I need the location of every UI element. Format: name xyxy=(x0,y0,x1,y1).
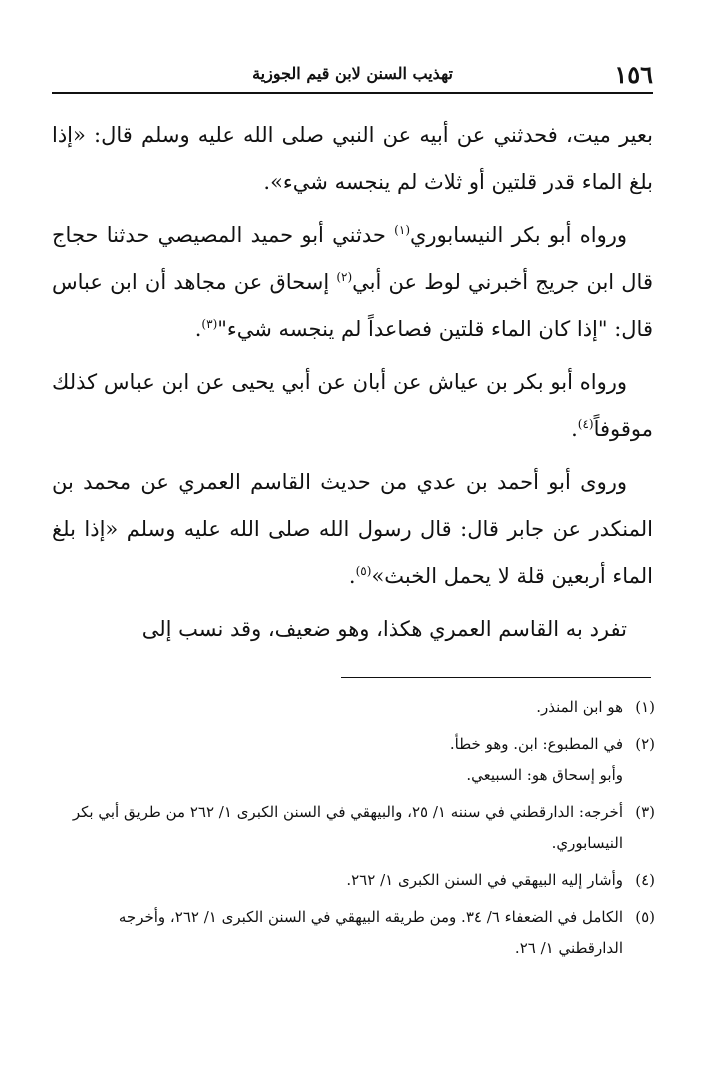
footnote-5 xyxy=(50,902,655,964)
footnote-text: الكامل في الضعفاء ٦/ ٣٤. ومن طريقه البيهقي في السنن الكبرى ١/ ٢٦٢، وأخرجه الدارقطني ١/ ٢٦. xyxy=(118,908,623,957)
footnote-marker-4[interactable]: (٤) xyxy=(577,417,594,431)
paragraph-2-text-a: ورواه أبو بكر النيسابوري xyxy=(410,223,628,247)
footnote-marker-2[interactable]: (٢) xyxy=(336,270,353,284)
footnote-separator xyxy=(341,677,651,678)
footnote-marker-3[interactable]: (٣) xyxy=(201,317,218,331)
paragraph-2 xyxy=(52,212,653,353)
footnote-text: في المطبوع: ابن. وهو خطأ. xyxy=(449,735,623,753)
footnote-text: هو ابن المنذر. xyxy=(536,698,623,716)
footnote-number: (٥) xyxy=(635,908,655,926)
footnote-number: (٣) xyxy=(635,803,655,821)
paragraph-1: بعير ميت، فحدثني عن أبيه عن النبي صلى الله عليه وسلم قال: «إذا بلغ الماء قدر قلتين أو ثلاث لم ينجسه شيء». xyxy=(52,123,653,194)
paragraph-3 xyxy=(52,359,653,453)
footnote-number: (١) xyxy=(635,698,655,716)
page-number: ١٥٦ xyxy=(614,60,653,89)
footnote-4 xyxy=(50,865,655,896)
footnote-2 xyxy=(50,729,655,791)
footnote-marker-1[interactable]: (١) xyxy=(394,223,410,237)
footnote-text: وأشار إليه البيهقي في السنن الكبرى ١/ ٢٦٢. xyxy=(346,871,623,889)
paragraph-2-text-d: . xyxy=(194,317,202,341)
paragraph-2-text-c: إسحاق عن مجاهد أن ابن عباس قال: "إذا كان الماء قلتين فصاعداً لم ينجسه شيء" xyxy=(52,270,653,341)
running-title: تهذيب السنن لابن قيم الجوزية xyxy=(252,64,453,83)
footnotes xyxy=(50,692,655,970)
paragraph-4-text-a: وروى أبو أحمد بن عدي من حديث القاسم العمري عن محمد بن المنكدر عن جابر قال: قال رسول الله صلى الله عليه وسلم «إذا بلغ الماء أربعين قلة لا يحمل الخبث» xyxy=(52,470,653,588)
paragraph-3-text-b: . xyxy=(571,417,578,441)
paragraph-2-text-b: حدثني أبو حميد المصيصي حدثنا حجاج قال ابن جريج أخبرني لوط عن أبي xyxy=(52,223,653,294)
paragraph-3-text-a: ورواه أبو بكر بن عياش عن أبان عن أبي يحيى عن ابن عباس كذلك موقوفاً xyxy=(52,370,653,441)
paragraph-4 xyxy=(52,459,653,600)
footnote-1 xyxy=(50,692,655,723)
footnote-continuation: وأبو إسحاق هو: السبيعي. xyxy=(466,766,623,784)
running-header xyxy=(52,58,653,94)
footnote-text: أخرجه: الدارقطني في سننه ١/ ٢٥، والبيهقي في السنن الكبرى ١/ ٢٦٢ من طريق أبي بكر النيسابوري. xyxy=(72,803,623,852)
footnote-marker-5[interactable]: (٥) xyxy=(355,564,372,578)
footnote-number: (٢) xyxy=(635,735,655,753)
paragraph-5: تفرد به القاسم العمري هكذا، وهو ضعيف، وقد نسب إلى xyxy=(141,617,627,641)
paragraph-4-text-b: . xyxy=(348,564,356,588)
main-text xyxy=(52,112,653,659)
footnote-3 xyxy=(50,797,655,859)
footnote-number: (٤) xyxy=(635,871,655,889)
